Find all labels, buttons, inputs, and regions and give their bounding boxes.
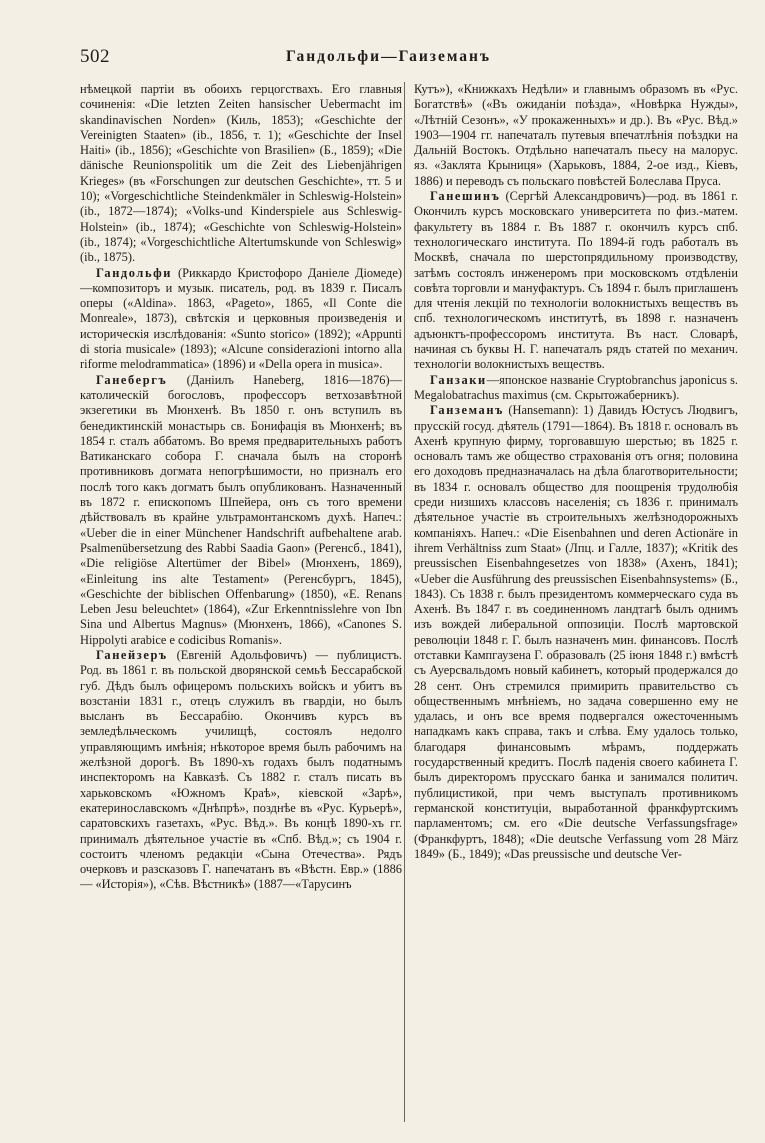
page-number: 502 (80, 46, 110, 67)
entry-hansemann (414, 403, 738, 862)
entry-ganeshin (414, 189, 738, 373)
entry-text: (Сергѣй Александровичъ)—род. въ 1861 г. Окончилъ курсъ московскаго университета по физ.-матем. факультету въ 1884 г. Въ 1887 г. окончилъ курсъ спб. технологическаго института. По 1894-й годъ работалъ въ Москвѣ, сначала по шерстопрядильному производству, затѣмъ состоялъ инженеромъ при московскомъ отдѣленіи совѣта торговли и мануфактуръ. Съ 1894 г. былъ приглашенъ для чтенія лекцій по технологіи волокнистыхъ веществъ въ спб. технологическомъ институтѣ, въ 1898 г. назначенъ адъюнктъ-профессоромъ института. Въ наст. Словарѣ, начиная съ буквы Н. Г. напечаталъ рядъ статей по механич. технологіи волокнистыхъ веществъ. (414, 189, 738, 372)
entry-text: Кутъ»), «Книжкахъ Недѣли» и главнымъ образомъ въ «Рус. Богатствѣ» («Въ ожиданіи поѣзда», «Новѣрка Нужды», «Лѣтній Сезонъ», «У прокаженныхъ» и др.). Въ «Рус. Вѣд.» 1903—1904 гг. напечаталъ путевыя впечатлѣнія поѣздки на Дальній Востокъ. Отдѣльно напечаталъ пьесу на малорус. яз. «Заклята Крыниця» (Харьковъ, 1884, 2-ое изд., Кіевъ, 1886) и переводъ съ польскаго повѣстей Болеслава Пруса. (414, 82, 738, 188)
running-title: Гандольфи—Гаиземанъ (285, 48, 492, 65)
column-divider (404, 82, 405, 1122)
entry-haneberg (80, 373, 402, 648)
entry-gandolfi (80, 266, 402, 373)
entry-text: (Риккардо Кристофоро Даніеле Діомеде)—композиторъ и музык. писатель, род. въ 1839 г. Писалъ оперы («Aldina». 1863, «Pageto», 1865, «Il Conte die Monreale», 1873), свѣтскія и церковныя произведенія и историческія изслѣдованія: «Sunto storico» (1892); «Appunti di storia musicale» (1893); «Alcune considerazioni intorno alla riforme melodrammatica» (1896) и «Della opera in musica». (80, 265, 402, 372)
right-column (414, 82, 738, 1127)
entry-headword: Ганебергъ (96, 372, 168, 387)
entry-text: (Hansemann): 1) Давидъ Юстусъ Людвигъ, прусскій госуд. дѣятель (1791—1864). Въ 1818 г. основалъ въ Ахенѣ крупную фирму, торговавшую шерстью; въ 1825 г. основалъ тамъ же общество страхованія отъ огня; половина его доходовъ предназначалась на дѣла благотворительности; въ 1834 г. основалъ общество для поощренія трудолюбія среди низшихъ классовъ населенія; съ 1836 г. принималъ дѣятельное участіе въ строительныхъ желѣзнодорожныхъ компаніяхъ. Напеч.: «Die Eisenbahnen und deren Actionäre in ihrem Verhältniss zum Staat» (Лпц. и Галле, 1837); «Kritik des preussischen Eisenbahngesetzes von 1838» (Ахенъ, 1841); «Ueber die Ausführung des preussischen Eisenbahnsystems» (Б., 1843). Съ 1838 г. былъ президентомъ коммерческаго суда въ Ахенѣ. Въ 1847 г. въ соединенномъ ландтагѣ былъ однимъ изъ вождей либеральной оппозиціи. Послѣ мартовской революціи 1848 г. Г. былъ назначенъ мин. финансовъ. Послѣ отставки Кампгаузена Г. образовалъ (25 іюня 1848 г.) вмѣстѣ съ Ауерсвальдомъ новый кабинетъ, который продержался до 28 сент. Онъ стремился примирить правительство съ общественнымъ мнѣніемъ, но задача совершенно ему не удалась, и онъ все время подвергался ожесточеннымъ нападкамъ какъ справа, такъ и слѣва. Ему удалось только, благодаря финансовымъ мѣрамъ, поддержать государственный кредитъ. Послѣ паденія своего кабинета Г. былъ директоромъ прусскаго банка и занимался политич. публицистикой, при чемъ выступалъ противникомъ германской конституціи, выработанной франкфуртскимъ парламентомъ; см. его «Die deutsche Verfassungsfrage» (Франкфуртъ, 1848); «Die deutsche Verfassung vom 28 März 1849» (Б., 1849); «Das preussische und deutsche Ver- (414, 403, 738, 861)
entry-headword: Ганземанъ (430, 403, 504, 418)
entry-text: (Даніилъ Haneberg, 1816—1876)—католическій богословъ, профессоръ ветхозавѣтной экзегетики въ Мюнхенѣ. Въ 1850 г. онъ вступилъ въ бенедиктинскій монастырь св. Бонифація въ Мюнхенѣ; въ 1854 г. сталъ аббатомъ. Во время предварительныхъ работъ Ватиканскаго собора Г. сначала былъ на сторонѣ противниковъ догмата непогрѣшимости, но призналъ его послѣ того какъ догматъ былъ опубликованъ. Назначенный въ 1872 г. епископомъ Шпейера, онъ съ того времени дѣйствовалъ въ крайне ультрамонтанскомъ духѣ. Напеч.: «Ueber die in einer Münchener Handschrift aufbehaltene arab. Psalmenübersetzung des Rabbi Saadia Gaon» (Регенсб., 1841), «Die religiöse Altertümer der Bibel» (Мюнхенъ, 1869), «Einleitung ins alte Testament» (Регенсбургъ, 1845), «Geschichte der biblischen Offenbarung» (1850), «E. Renans Leben Jesu beleuchtet» (1864), «Zur Erkenntnisslehre von Ibn Sina und Albertus Magnus» (Мюнхенъ, 1866), «Canones S. Hippolyti arabice e codicibus Romanis». (80, 372, 402, 647)
entry-text: (Евгеній Адольфовичъ) — публицистъ. Род. въ 1861 г. въ польской дворянской семьѣ Бессарабской губ. Дѣдъ былъ офицеромъ польскихъ войскъ и убитъ въ возстаніи 1831 г., отецъ служилъ въ гвардіи, но былъ высланъ въ Бессарабію. Окончивъ курсъ въ земледѣльческомъ училищѣ, состоялъ недолго управляющимъ имѣнія; нѣкоторое время былъ рабочимъ на желѣзной дорогѣ. Въ 1890-хъ годахъ былъ податнымъ инспекторомъ на Кавказѣ. Съ 1882 г. сталъ писать въ харьковскомъ «Южномъ Краѣ», кіевской «Зарѣ», екатеринославскомъ «Днѣпрѣ», позднѣе въ «Рус. Курьерѣ», саратовскихъ газетахъ, «Рус. Вѣд.». Въ концѣ 1890-хъ гг. принималъ дѣятельное участіе въ «Спб. Вѣд.»; съ 1904 г. состоитъ членомъ редакціи «Сына Отечества». Рядъ очерковъ и разсказовъ Г. напечатанъ въ «Вѣстн. Евр.» (1886 — «Исторія»), «Сѣв. Вѣстникѣ» (1887—«Тарусинъ (80, 647, 402, 892)
entry-headword: Ганейзеръ (96, 647, 168, 662)
entry-headword: Ганешинъ (430, 189, 501, 204)
left-column (80, 82, 402, 1127)
entry-text: нѣмецкой партіи въ обоихъ герцогствахъ. Его главныя сочиненія: «Die letzten Zeiten hansischer Uebermacht im skandinavischen Norden» (Киль, 1853); «Geschichte der Vereinigten Staaten» (ib., 1856, т. 1); «Geschichte der Insel Haiti» (ib., 1856); «Geschichte von Brasilien» (Б., 1859); «Die dänische Reunionspolitik um die Zeit des Liebenjährigen Krieges» (въ «Forschungen zur deutschen Geschichte», тт. 5 и 10); «Vorgeschichtliche Steindenkmäler in Schleswig-Holstein» (ib., 1872—1874); «Volks-und Kinderspiele aus Schleswig-Holstein» (ib., 1874); «Geschichte von Schleswig-Holstein» (ib., 1874); «Vorgeschichtliche Altertumskunde von Schleswig» (ib., 1875). (80, 82, 402, 265)
entry-ganzaki (414, 373, 738, 404)
page-header (80, 46, 697, 72)
entry-text: —японское названіе Cryptobranchus japonicus s. Megalobatrachus maximus (см. Скрытожаберникъ). (414, 372, 738, 402)
entry-continuation (80, 82, 402, 266)
entry-continuation (414, 82, 738, 189)
entry-ganeizer (80, 648, 402, 893)
entry-headword: Ганзаки (430, 372, 487, 387)
entry-headword: Гандольфи (96, 265, 173, 280)
